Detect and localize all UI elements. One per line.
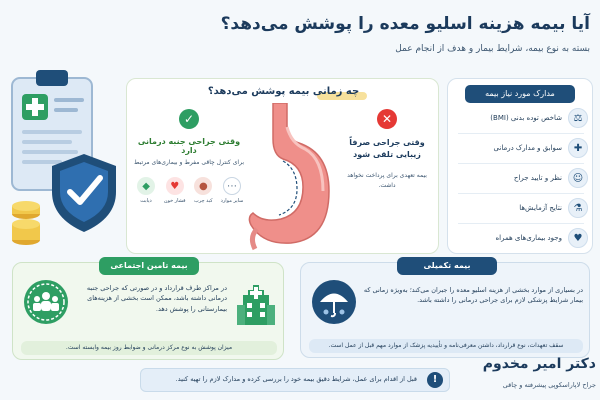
condition-label: کبد چرب: [194, 198, 213, 204]
divider: [458, 193, 584, 194]
document-item-tests: [448, 197, 594, 219]
stomach-illustration: [243, 103, 339, 253]
condition-item: [162, 177, 188, 204]
liver-icon: ●: [194, 177, 212, 195]
cross-icon: ✕: [377, 109, 397, 129]
coverage-card: [126, 78, 439, 254]
supplementary-badge: بیمه تکمیلی: [397, 257, 497, 275]
documents-title: مدارک مورد نیاز بیمه: [465, 85, 575, 103]
document-item-records: [448, 137, 594, 159]
social-security-badge: بیمه تامین اجتماعی: [99, 257, 199, 275]
not-covered-description: بیمه تعهدی برای پرداخت نخواهد داشت.: [347, 172, 427, 189]
more-icon: ⋯: [223, 177, 241, 195]
doctor-icon: ☺: [568, 168, 588, 188]
conditions-list: [133, 177, 245, 204]
doctor-tagline: جراح لاپاراسکوپی پیشرفته و چاقی: [502, 381, 596, 389]
shield-check-icon: [52, 154, 116, 232]
doctor-name: دکتر امیر مخدوم: [482, 356, 596, 372]
not-covered-column: [339, 109, 435, 249]
document-item-comorbidities: [448, 227, 594, 249]
divider: [458, 223, 584, 224]
coins-icon: [12, 201, 40, 245]
document-label: شاخص توده بدنی (BMI): [490, 114, 562, 122]
document-label: سوابق و مدارک درمانی: [493, 144, 562, 152]
page-subtitle: بسته به نوع بیمه، شرایط بیمار و هدف از انجام عمل: [395, 44, 590, 54]
info-icon: !: [427, 372, 443, 388]
bmi-scale-icon: ⚖: [568, 108, 588, 128]
documents-panel: [447, 78, 593, 254]
condition-label: سایر موارد: [220, 198, 244, 204]
lab-flask-icon: ⚗: [568, 198, 588, 218]
drop-icon: ◆: [137, 177, 155, 195]
not-covered-heading: وقتی جراحی صرفاً زیبایی تلقی شود: [349, 138, 425, 159]
medical-folder-icon: ✚: [568, 138, 588, 158]
social-security-text: در مراکز طرف قرارداد و در صورتی که جراحی جنبه درمانی داشته باشد، ممکن است بخشی از هزینه‌های بیمارستانی را پوشش دهد.: [86, 284, 227, 313]
hospital-building-icon: [237, 285, 275, 325]
supplementary-text: در بسیاری از موارد بخشی از هزینه اسلیو معده را جبران می‌کند؛ به‌ویژه زمانی که بیمار شرایط پزشکی لازم برای جراحی درمانی را داشته باشد.: [363, 286, 583, 305]
covered-description: برای کنترل چاقی مفرط و بیماری‌های مرتبط: [133, 159, 245, 166]
supplementary-insurance-card: [300, 262, 590, 358]
document-label: نظر و تایید جراح: [513, 174, 562, 182]
social-security-footer: میزان پوشش به نوع مرکز درمانی و ضوابط روز بیمه وابسته است.: [21, 341, 277, 355]
condition-label: فشار خون: [163, 198, 186, 204]
condition-item: [219, 177, 245, 204]
coverage-title: چه زمانی بیمه پوشش می‌دهد؟: [207, 86, 360, 97]
insurance-illustration: [4, 64, 124, 254]
document-item-bmi: [448, 107, 594, 129]
advice-text: قبل از اقدام برای عمل، شرایط دقیق بیمه خود را بررسی کرده و مدارک لازم را تهیه کنید.: [175, 375, 417, 383]
check-icon: ✓: [179, 109, 199, 129]
heart-icon: ♥: [568, 228, 588, 248]
divider: [458, 133, 584, 134]
heart-pulse-icon: ♥: [166, 177, 184, 195]
covered-heading: وقتی جراحی جنبه درمانی دارد: [137, 137, 241, 155]
umbrella-icon: [311, 279, 357, 325]
covered-column: [133, 109, 245, 249]
advice-note: [140, 368, 450, 392]
condition-item: [133, 177, 159, 204]
condition-item: [190, 177, 216, 204]
page-title: آیا بیمه هزینه اسلیو معده را پوشش می‌دهد؟: [220, 14, 590, 34]
document-label: نتایج آزمایش‌ها: [519, 204, 562, 212]
document-label: وجود بیماری‌های همراه: [495, 234, 562, 242]
document-item-surgeon: [448, 167, 594, 189]
divider: [458, 163, 584, 164]
social-security-card: [12, 262, 284, 360]
people-group-icon: [23, 279, 69, 325]
condition-label: دیابت: [140, 198, 152, 204]
supplementary-footer: سقف تعهدات، نوع قرارداد، داشتن معرفی‌نامه و تأییدیه پزشک از موارد مهم قبل از عمل است.: [309, 339, 583, 353]
